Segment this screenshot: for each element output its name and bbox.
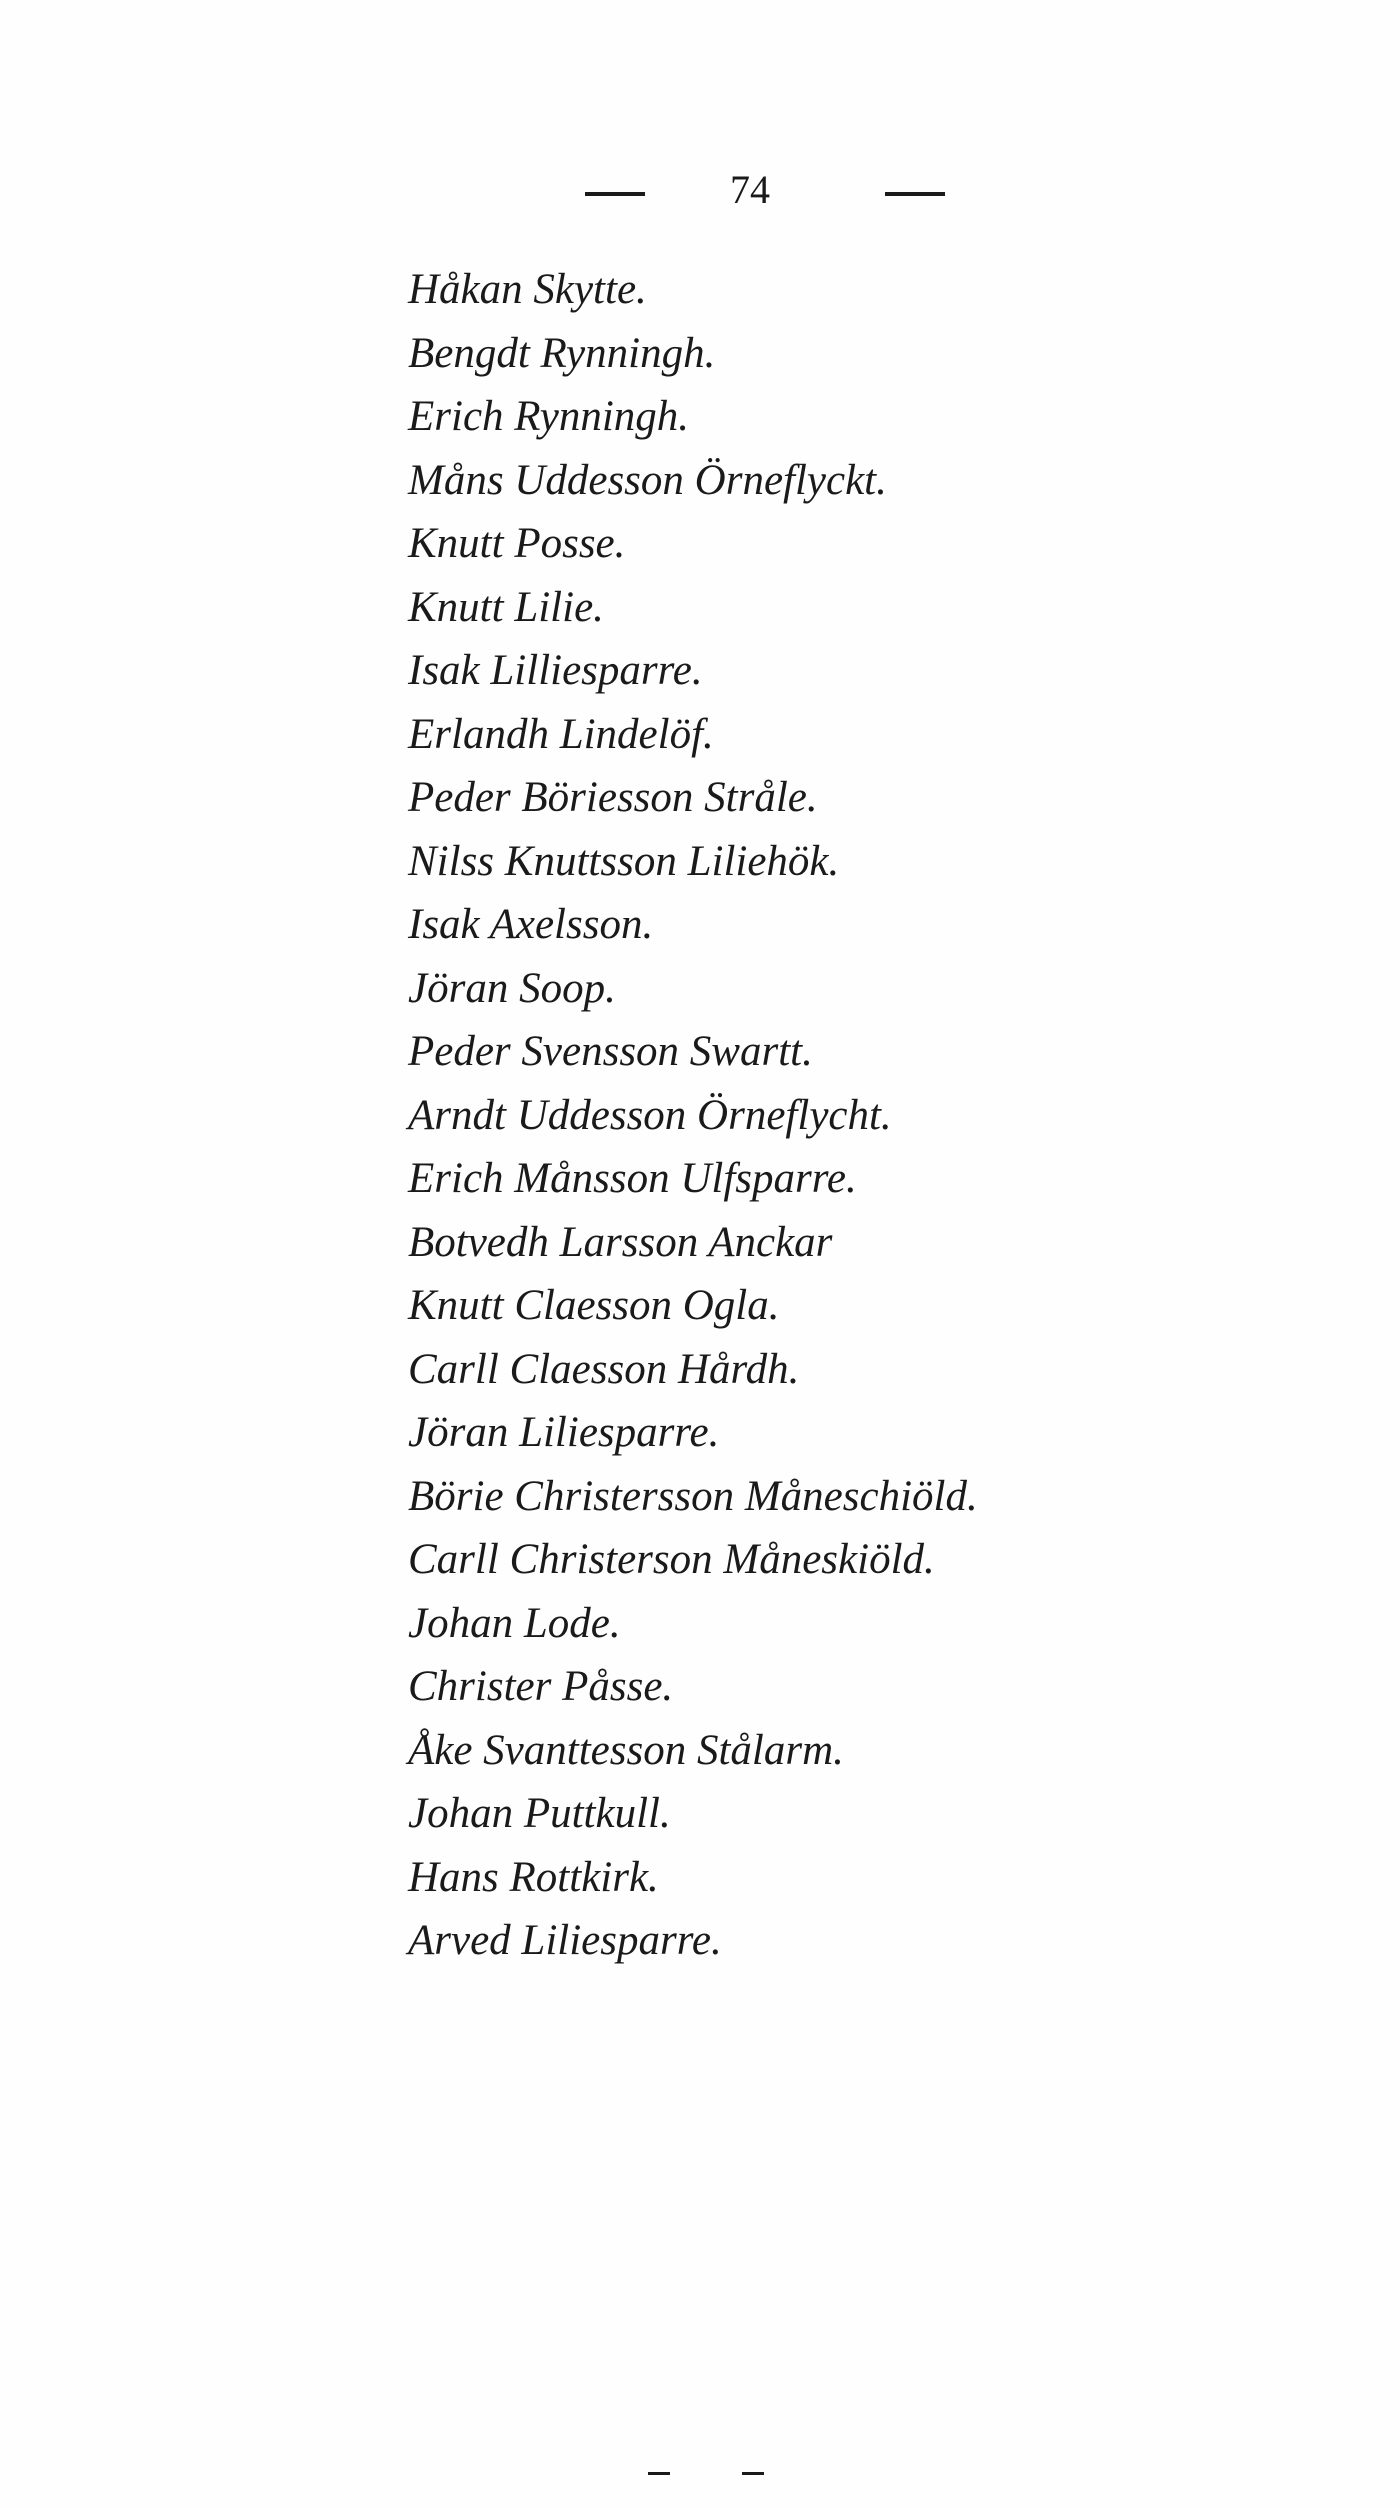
list-item: Isak Lilliesparre. — [408, 647, 703, 694]
list-item: Erich Rynningh. — [408, 393, 690, 440]
list-item: Åke Svanttesson Stålarm. — [408, 1726, 844, 1774]
name-list — [408, 258, 1308, 1973]
list-item: Johan Lode. — [408, 1599, 621, 1647]
list-item: Arved Liliesparre. — [408, 1917, 722, 1964]
list-item: Knutt Lilie. — [408, 583, 604, 631]
list-item: Erich Månsson Ulfsparre. — [408, 1155, 857, 1202]
list-item: Botvedh Larsson Anckar — [408, 1218, 833, 1266]
list-item: Knutt Claesson Ogla. — [408, 1282, 780, 1329]
list-item: Håkan Skytte. — [408, 266, 647, 313]
page-number: 74 — [730, 167, 770, 212]
list-item: Isak Axelsson. — [408, 901, 654, 948]
page-footer — [0, 2462, 1400, 2482]
list-item: Hans Rottkirk. — [408, 1853, 659, 1901]
list-item: Christer Påsse. — [408, 1663, 674, 1710]
header-dash-right — [885, 192, 945, 196]
list-item: Peder Böriesson Stråle. — [408, 774, 818, 821]
list-item: Jöran Soop. — [408, 964, 616, 1012]
list-item: Knutt Posse. — [408, 520, 626, 567]
list-item: Jöran Liliesparre. — [408, 1409, 720, 1456]
list-item: Måns Uddesson Örneflyckt. — [408, 456, 887, 504]
list-item: Carll Christerson Måneskiöld. — [408, 1536, 935, 1583]
list-item: Erlandh Lindelöf. — [408, 710, 714, 758]
header-dash-left — [585, 192, 645, 196]
footer-dash — [742, 2472, 764, 2475]
list-item: Peder Svensson Swartt. — [408, 1028, 813, 1075]
list-item: Johan Puttkull. — [408, 1790, 671, 1837]
list-item: Arndt Uddesson Örneflycht. — [408, 1091, 892, 1139]
list-item: Börie Christersson Måneschiöld. — [408, 1472, 978, 1520]
list-item: Carll Claesson Hårdh. — [408, 1345, 800, 1393]
page-header — [0, 160, 1400, 220]
list-item: Nilss Knuttsson Liliehök. — [408, 837, 840, 885]
footer-dash — [648, 2472, 670, 2475]
list-item: Bengdt Rynningh. — [408, 329, 716, 377]
